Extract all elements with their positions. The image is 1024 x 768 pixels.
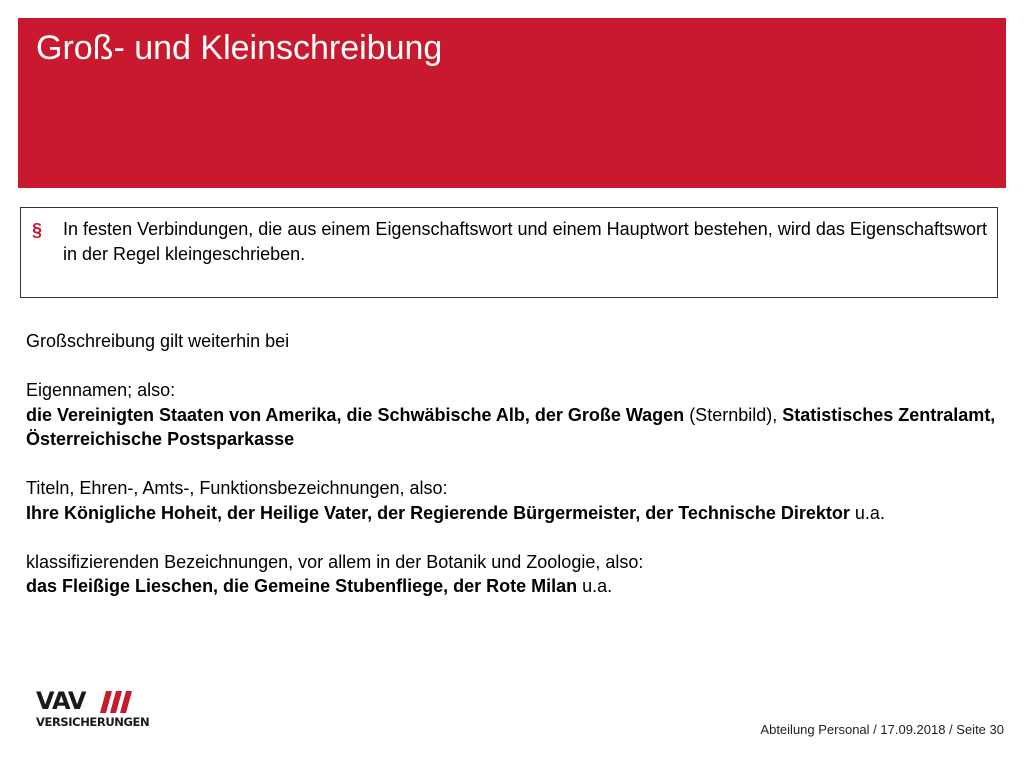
examples-suffix: u.a.	[849, 502, 885, 523]
examples-bold: Ihre Königliche Hoheit, der Heilige Vater, der Regierende Bürgermeister, der Technische Direktor	[26, 502, 850, 523]
section-heading-klassifizierend: klassifizierenden Bezeichnungen, vor allem in der Botanik und Zoologie, also:	[26, 551, 644, 572]
vav-logo	[36, 688, 156, 734]
section-examples-eigennamen	[26, 403, 996, 452]
section-examples-klassifizierend	[26, 574, 996, 599]
footer-text: Abteilung Personal / 17.09.2018 / Seite 30	[760, 722, 1004, 737]
spacer	[26, 525, 996, 550]
examples-bold: die Vereinigten Staaten von Amerika, die Schwäbische Alb, der Große Wagen	[26, 404, 685, 425]
examples-suffix: u.a.	[577, 576, 613, 596]
spacer	[26, 354, 996, 379]
section-heading-titel: Titeln, Ehren-, Amts-, Funktionsbezeichnungen, also:	[26, 478, 448, 498]
section-examples-titel	[26, 501, 996, 526]
slide-title: Groß- und Kleinschreibung	[36, 29, 443, 67]
logo-wordmark: VAV	[36, 687, 86, 715]
paragraph-sign-bullet: §	[32, 220, 43, 240]
spacer	[26, 452, 996, 477]
rule-text: In festen Verbindungen, die aus einem Eigenschaftswort und einem Hauptwort bestehen, wird das Eigenschaftswort in der Regel kleingeschrieben.	[63, 219, 987, 264]
content-body	[26, 329, 996, 599]
rule-box	[20, 207, 998, 298]
examples-bold-continued: Statistisches Zentralamt, Österreichische Postsparkasse	[26, 404, 996, 449]
logo-subtitle: VERSICHERUNGEN	[36, 715, 150, 729]
examples-suffix: (Sternbild),	[684, 404, 783, 425]
logo-stripes-icon	[100, 691, 134, 713]
examples-bold: das Fleißige Lieschen, die Gemeine Stubenfliege, der Rote Milan	[26, 576, 578, 596]
intro-text: Großschreibung gilt weiterhin bei	[26, 331, 290, 351]
section-heading-eigennamen: Eigennamen; also:	[26, 380, 176, 400]
